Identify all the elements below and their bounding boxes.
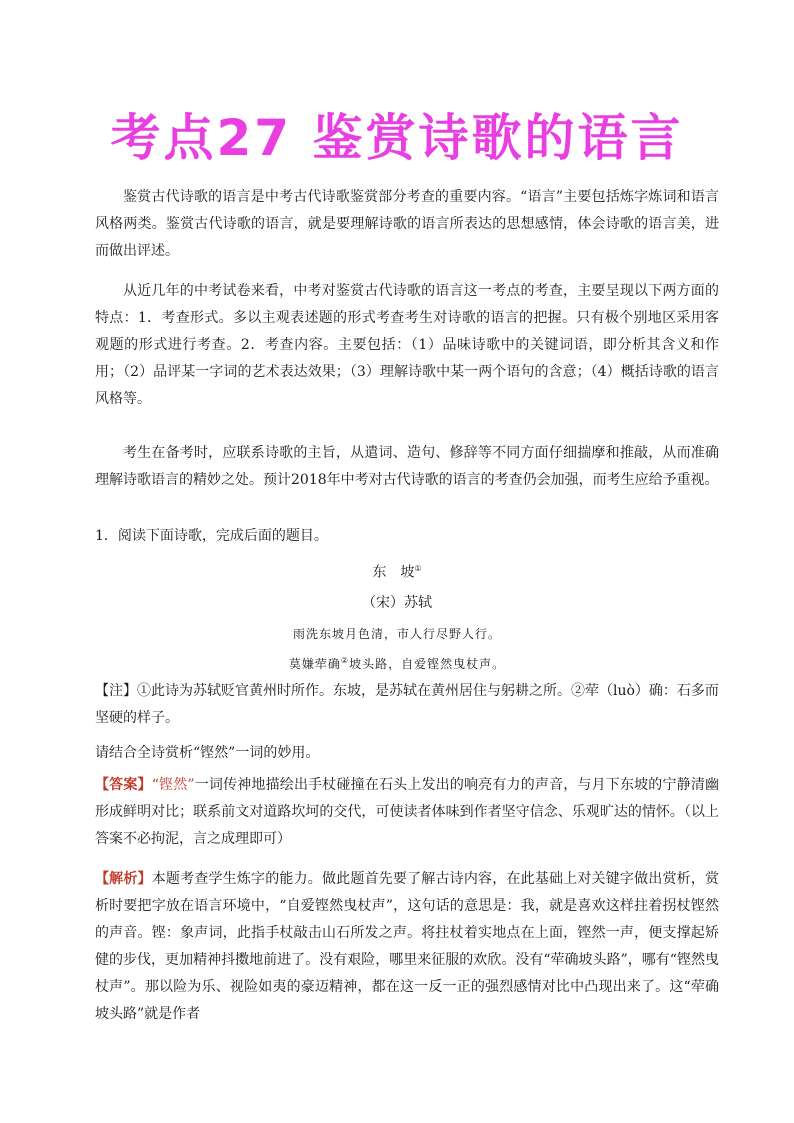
poem-line-2-footnote-mark: ②: [340, 656, 350, 665]
answer-keyword: “铿然”: [151, 777, 195, 793]
poem-note: [95, 678, 719, 732]
poem-line-1: 雨洗东坡月色清，市人行尽野人行。: [292, 627, 501, 641]
question-prompt: [95, 523, 719, 550]
answer-paragraph: [95, 772, 719, 853]
poem-author: （宋）苏轼: [362, 595, 432, 611]
poem-line-2-part-b: 坡头路，自爱铿然曳杖声。: [349, 657, 506, 671]
answer-tag: 【答案】: [95, 777, 152, 793]
poem-title: [0, 557, 794, 585]
page-title: 考点27 鉴赏诗歌的语言: [110, 109, 684, 167]
question-ask: [95, 740, 719, 767]
answer-text: 一词传神地描绘出手杖碰撞在石头上发出的响亮有力的声音，与月下东坡的宁静清幽形成鲜明对比；联系前文对道路坎坷的交代，可使读者体味到作者坚守信念、乐观旷达的情怀。（以上答案不必拘泥，言之成理即可）: [95, 777, 719, 847]
poem-line-2: [0, 651, 794, 674]
intro-text-3: 考生在备考时，应联系诗歌的主旨，从遣词、造句、修辞等不同方面仔细揣摩和推敲，从而准确理解诗歌语言的精妙之处。预计2018年中考对古代诗歌的语言的考查仍会加强，而考生应给予重视。: [95, 445, 719, 488]
intro-text-2: 从近几年的中考试卷来看，中考对鉴赏古代诗歌的语言这一考点的考查，主要呈现以下两方面的特点：1．考查形式。多以主观表述题的形式考查考生对诗歌的语言的把握。只有极个别地区采用客观题的形式进行考查。2．考查内容。主要包括：（1）品味诗歌中的关键词语，即分析其含义和作用；（2）品评某一字词的艺术表达效果；（3）理解诗歌中某一两个语句的含意；（4）概括诗歌的语言风格等。: [95, 283, 719, 407]
poem-title-text: 东 坡: [372, 564, 415, 581]
intro-text-1: 鉴赏古代诗歌的语言是中考古代诗歌鉴赏部分考查的重要内容。“语言”主要包括炼字炼词和语言风格两类。鉴赏古代诗歌的语言，就是要理解诗歌的语言所表达的思想感情，体会诗歌的语言美，进而做出评述。: [95, 189, 719, 259]
analysis-text: 本题考查学生炼字的能力。做此题首先要了解古诗内容，在此基础上对关键字做出赏析，赏析时要把字放在语言环境中，“自爱铿然曳杖声”，这句话的意思是：我，就是喜欢这样拄着拐杖铿然的声音。铿：象声词，此指手杖敲击山石所发之声。将拄杖着实地点在上面，铿然一声，便支撑起矫健的步伐，更加精神抖擞地前进了。没有艰险，哪里来征服的欢欣。没有“荦确坡头路”，哪有“铿然曳杖声”。那以险为乐、视险如夷的豪迈精神，都在这一反一正的强烈感情对比中凸现出来了。这“荦确坡头路”就是作者: [95, 871, 720, 1022]
question-prompt-text: 1．阅读下面诗歌，完成后面的题目。: [95, 528, 328, 544]
poem-note-text: 【注】①此诗为苏轼贬官黄州时所作。东坡，是苏轼在黄州居住与躬耕之所。②荦（luò）确：石多而坚硬的样子。: [95, 683, 719, 726]
intro-paragraph-3: [95, 440, 719, 494]
answer-section: [95, 772, 719, 853]
poem-title-footnote-mark: ①: [414, 564, 422, 573]
analysis-paragraph: [95, 866, 719, 1028]
poem-line-2-part-a: 莫嫌荦确: [288, 657, 341, 671]
analysis-tag: 【解析】: [95, 871, 152, 887]
question-ask-text: 请结合全诗赏析“铿然”一词的妙用。: [95, 745, 320, 761]
intro-paragraph-2: [95, 278, 719, 413]
intro-paragraph-1: [95, 184, 719, 265]
analysis-section: [95, 866, 719, 1028]
